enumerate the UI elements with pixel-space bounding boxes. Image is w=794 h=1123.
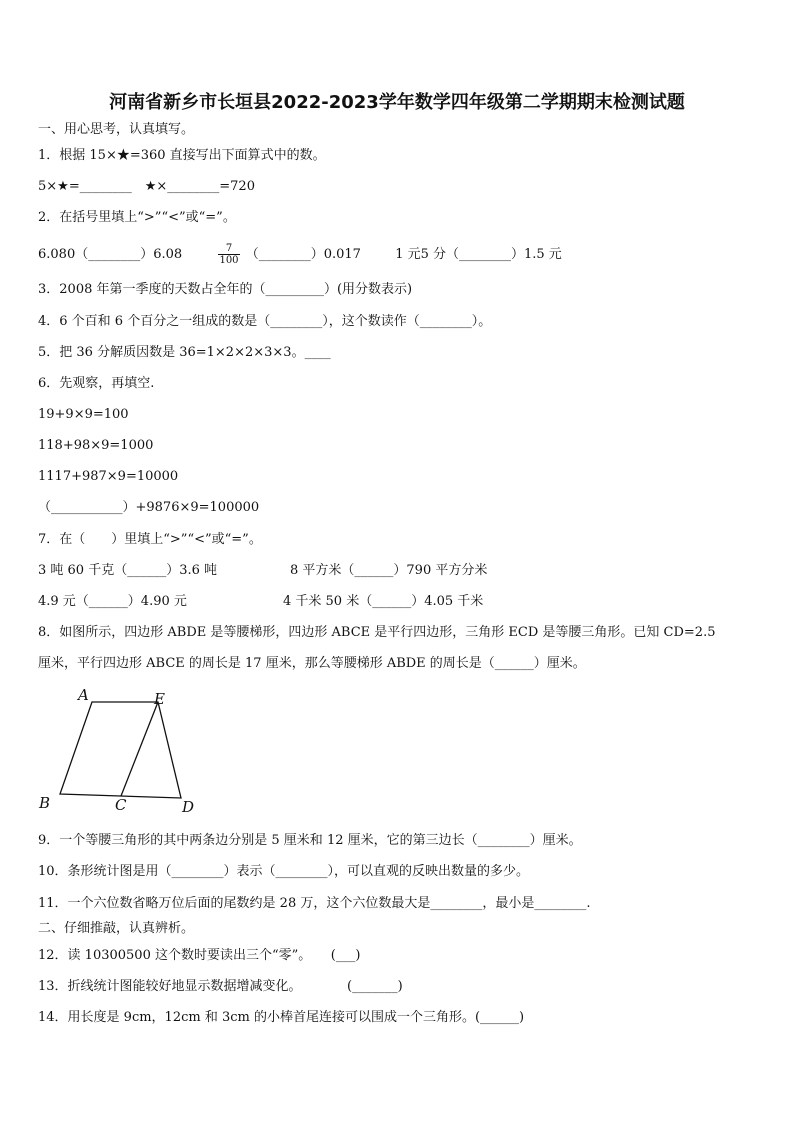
question-6-line-2: 118+98×9=1000 (38, 438, 154, 453)
vertex-label-d: D (182, 798, 195, 816)
question-11: 11．一个六位数省略万位后面的尾数约是 28 万，这个六位数最大是________，最小是________. (38, 896, 591, 911)
section-heading-1: 一、用心思考，认真填写。 (38, 122, 195, 137)
question-8-line-2: 厘米，平行四边形 ABCE 的周长是 17 厘米，那么等腰梯形 ABDE 的周长是（______）厘米。 (38, 656, 586, 671)
fraction-numerator: 7 (218, 243, 239, 255)
question-2-item-b: （________）0.017 (245, 247, 361, 262)
question-12: 12．读 10300500 这个数时要读出三个“零”。 (___) (38, 948, 361, 963)
question-7-item-d: 4 千米 50 米（______）4.05 千米 (283, 594, 484, 609)
vertex-label-b: B (39, 794, 51, 812)
question-10: 10．条形统计图是用（________）表示（________），可以直观的反映出数量的多少。 (38, 864, 530, 879)
fraction-7-100 (218, 243, 239, 266)
question-6-line-1: 19+9×9=100 (38, 407, 129, 422)
vertex-label-c: C (115, 796, 127, 814)
question-13: 13．折线统计图能较好地显示数据增减变化。 (_______) (38, 979, 403, 994)
vertex-label-e: E (154, 690, 165, 708)
question-4: 4．6 个百和 6 个百分之一组成的数是（________），这个数读作（________）。 (38, 314, 492, 329)
question-9: 9．一个等腰三角形的其中两条边分别是 5 厘米和 12 厘米，它的第三边长（________）厘米。 (38, 833, 582, 848)
question-8-line-1: 8．如图所示，四边形 ABDE 是等腰梯形，四边形 ABCE 是平行四边形，三角形 ECD 是等腰三角形。已知 CD=2.5 (38, 625, 716, 640)
question-2-item-c: 1 元5 分（________）1.5 元 (395, 247, 562, 262)
question-7: 7．在（ ）里填上“>”“<”或“=”。 (38, 532, 262, 547)
question-6-line-4: （___________）+9876×9=100000 (38, 500, 260, 515)
question-7-item-b: 8 平方米（______）790 平方分米 (290, 563, 488, 578)
vertex-label-a: A (78, 686, 89, 704)
fraction-denominator: 100 (219, 255, 239, 266)
question-14: 14．用长度是 9cm，12cm 和 3cm 的小棒首尾连接可以围成一个三角形。(______) (38, 1010, 525, 1025)
question-6: 6．先观察，再填空. (38, 376, 155, 391)
segment-ec (121, 702, 158, 796)
question-6-line-3: 1117+987×9=10000 (38, 469, 179, 484)
question-5: 5．把 36 分解质因数是 36=1×2×2×3×3。____ (38, 345, 331, 360)
question-1: 1．根据 15×★=360 直接写出下面算式中的数。 (38, 148, 326, 163)
question-2-items (38, 242, 562, 268)
question-7-item-c: 4.9 元（______）4.90 元 (38, 594, 187, 609)
question-2-item-a: 6.080（________）6.08 (38, 247, 183, 262)
question-7-item-a: 3 吨 60 千克（______）3.6 吨 (38, 563, 218, 578)
trapezoid-outline (60, 702, 181, 798)
section-heading-2: 二、仔细推敲，认真辨析。 (38, 921, 195, 936)
trapezoid-figure (30, 682, 210, 817)
question-2: 2．在括号里填上“>”“<”或“=”。 (38, 210, 236, 225)
question-1-blanks: 5×★=________ ★×________=720 (38, 179, 255, 194)
page-title: 河南省新乡市长垣县2022-2023学年数学四年级第二学期期末检测试题 (109, 92, 685, 113)
question-3: 3．2008 年第一季度的天数占全年的（_________）(用分数表示) (38, 282, 413, 297)
